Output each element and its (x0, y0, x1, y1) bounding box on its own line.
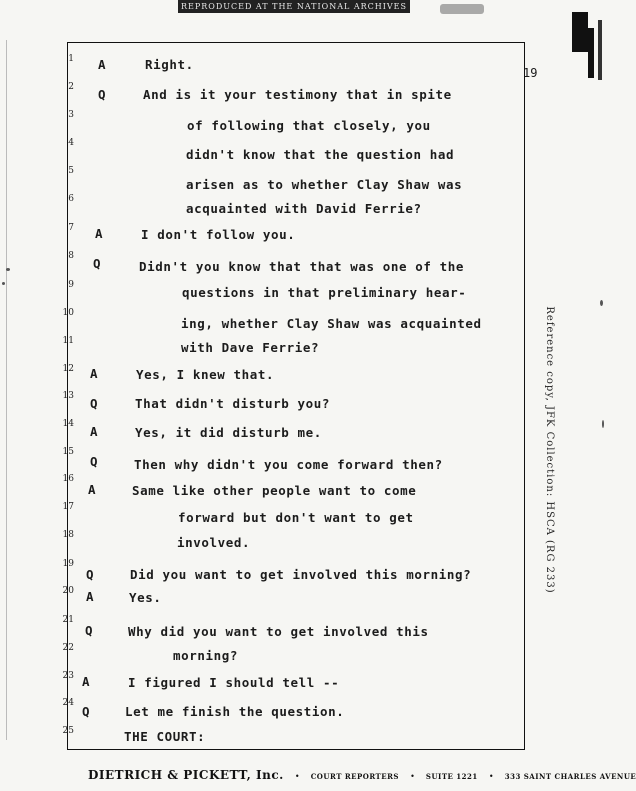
line-number: 18 (62, 530, 74, 540)
speaker-label: A (95, 226, 104, 241)
transcript-line: ing, whether Clay Shaw was acquainted (181, 316, 482, 331)
speaker-label: A (88, 482, 97, 497)
transcript-line: questions in that preliminary hear- (182, 285, 467, 300)
page-number: 19 (523, 66, 538, 80)
line-number: 13 (62, 391, 74, 401)
transcript-line: Same like other people want to come (132, 483, 417, 498)
line-number: 19 (62, 559, 74, 569)
line-number: 7 (68, 223, 74, 233)
transcript-line: I don't follow you. (141, 227, 296, 242)
speaker-label: Q (90, 454, 99, 469)
archives-stamp: REPRODUCED AT THE NATIONAL ARCHIVES (178, 0, 410, 13)
speaker-label: Q (90, 396, 99, 411)
transcript-line: Right. (145, 57, 194, 72)
scan-speck (6, 268, 10, 271)
line-number: 6 (68, 194, 74, 204)
firm-role: COURT REPORTERS (310, 772, 399, 781)
line-number: 1 (68, 54, 74, 64)
line-number: 2 (68, 82, 74, 92)
line-number: 5 (68, 166, 74, 176)
speaker-label: Q (86, 567, 95, 582)
transcript-line: Then why didn't you come forward then? (134, 457, 443, 472)
speaker-label: A (82, 674, 91, 689)
transcript-line: arisen as to whether Clay Shaw was (186, 177, 463, 192)
transcript-line: Why did you want to get involved this (128, 624, 429, 639)
scan-artifact (598, 20, 602, 80)
line-number: 23 (62, 671, 74, 681)
transcript-line: morning? (173, 648, 239, 663)
line-number: 12 (62, 364, 74, 374)
line-number: 24 (62, 698, 74, 708)
transcript-line: Did you want to get involved this morning? (130, 567, 472, 582)
transcript-line: Yes, I knew that. (136, 367, 275, 382)
scan-smudge (440, 4, 484, 14)
line-number: 16 (62, 474, 74, 484)
scan-speck (600, 300, 603, 306)
line-number-column (50, 0, 74, 791)
line-number: 10 (62, 308, 74, 318)
line-number: 15 (62, 447, 74, 457)
speaker-label: Q (98, 87, 107, 102)
speaker-label: Q (85, 623, 94, 638)
transcript-line: THE COURT: (124, 729, 206, 744)
speaker-label: Q (82, 704, 91, 719)
line-number: 25 (62, 726, 74, 736)
speaker-label: Q (93, 256, 102, 271)
transcript-line: Yes. (129, 590, 162, 605)
footer-separator: • (410, 772, 415, 781)
scan-artifact (572, 12, 588, 52)
reference-copy-note: Reference copy, JFK Collection: HSCA (RG 233) (544, 306, 555, 594)
transcript-line: involved. (177, 535, 251, 550)
transcript-line: Let me finish the question. (125, 704, 345, 719)
speaker-label: A (98, 57, 107, 72)
page-edge-rule (6, 40, 7, 740)
speaker-label: A (86, 589, 95, 604)
line-number: 20 (62, 586, 74, 596)
line-number: 17 (62, 502, 74, 512)
firm-name: DIETRICH & PICKETT, Inc. (88, 768, 284, 782)
transcript-line: Yes, it did disturb me. (135, 425, 322, 440)
transcript-line: And is it your testimony that in spite (143, 87, 452, 102)
line-number: 14 (62, 419, 74, 429)
line-number: 22 (62, 643, 74, 653)
scan-artifact (588, 28, 594, 78)
transcript-line: acquainted with David Ferrie? (186, 201, 422, 216)
transcript-line: That didn't disturb you? (135, 396, 331, 411)
line-number: 8 (68, 251, 74, 261)
line-number: 4 (68, 138, 74, 148)
transcript-line: Didn't you know that that was one of the (139, 259, 465, 274)
transcript-line: with Dave Ferrie? (181, 340, 320, 355)
scan-speck (602, 420, 604, 428)
line-number: 21 (62, 615, 74, 625)
speaker-label: A (90, 424, 99, 439)
scan-speck (2, 282, 5, 285)
line-number: 3 (68, 110, 74, 120)
transcript-line: didn't know that the question had (186, 147, 455, 162)
footer-separator: • (294, 772, 300, 781)
firm-suite: SUITE 1221 (425, 772, 478, 781)
transcript-line: of following that closely, you (187, 118, 431, 133)
transcript-line: forward but don't want to get (178, 510, 414, 525)
line-number: 11 (62, 336, 74, 346)
firm-address: 333 SAINT CHARLES AVENUE (504, 772, 636, 781)
line-number: 9 (68, 280, 74, 290)
reporter-footer (88, 764, 636, 783)
transcript-line: I figured I should tell -- (128, 675, 340, 690)
speaker-label: A (90, 366, 99, 381)
footer-separator: • (488, 772, 494, 781)
